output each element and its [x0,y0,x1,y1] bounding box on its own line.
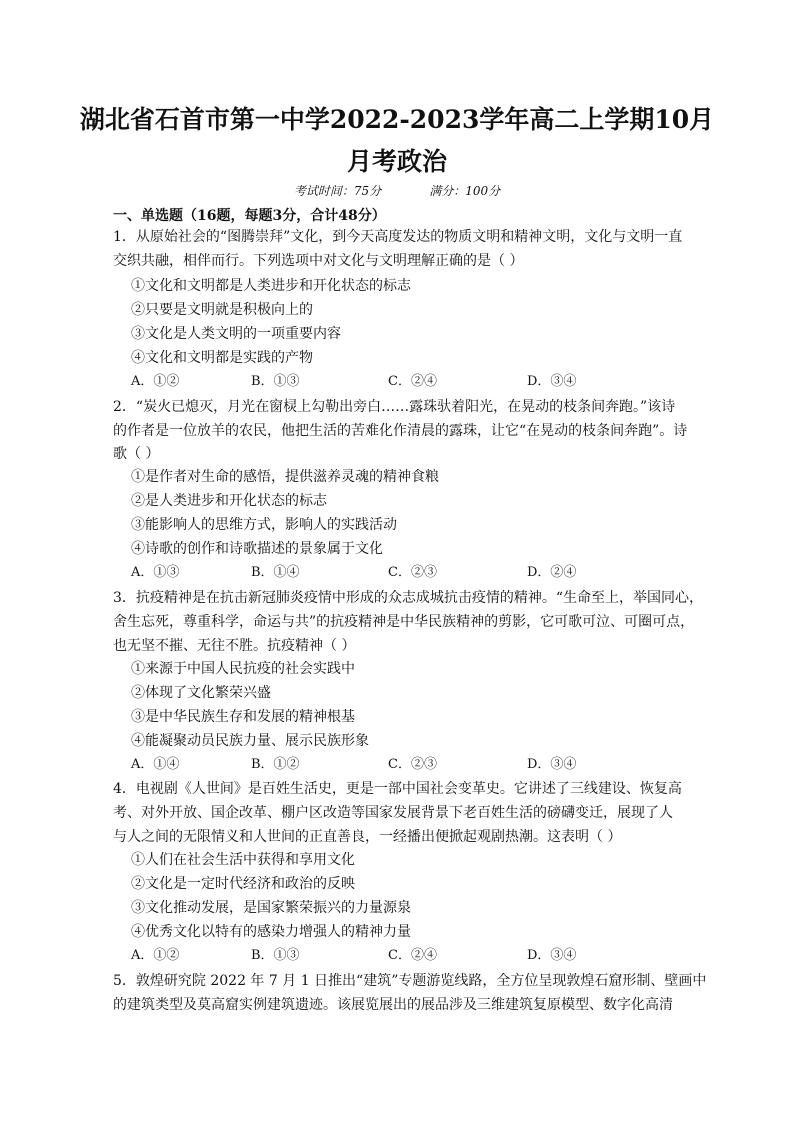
question-3-choice-c: C．②③ [388,757,437,772]
question-1-option-1: ①文化和文明都是人类进步和开化状态的标志 [131,278,411,294]
question-3-option-2: ②体现了文化繁荣兴盛 [131,685,271,701]
question-3-choice-a: A．①④ [131,757,180,772]
question-1-option-2: ②只要是文明就是积极向上的 [131,302,313,318]
question-5-stem-line-1: 5．敦煌研究院 2022 年 7 月 1 日推出“建筑”专题游览线路，全方位呈现敦煌石窟形制、壁画中 [113,973,707,989]
question-1-choice-b: B．①③ [251,374,300,389]
exam-full-score: 满分：100分 [429,184,501,198]
exam-time: 考试时间：75分 [293,184,382,198]
question-4-choice-b: B．①③ [251,948,300,963]
question-4-choice-d: D．③④ [527,948,577,963]
question-1-choice-d: D．③④ [527,374,577,389]
question-4-option-1: ①人们在社会生活中获得和享用文化 [131,852,355,868]
question-2-option-1: ①是作者对生命的感悟，提供滋养灵魂的精神食粮 [131,469,439,485]
question-2-option-3: ③能影响人的思维方式，影响人的实践活动 [131,517,397,533]
question-3-stem-line-2: 舍生忘死，尊重科学，命运与共”的抗疫精神是中华民族精神的剪影，它可歌可泣、可圈可点， [113,614,695,630]
question-1-stem-line-1: 1．从原始社会的“图腾崇拜”文化，到今天高度发达的物质文明和精神文明，文化与文明一直 [113,229,683,245]
question-2-option-2: ②是人类进步和开化状态的标志 [131,493,327,509]
question-4-choice-c: C．②④ [388,948,437,963]
exam-title-line-2: 月考政治 [346,147,447,176]
question-2-stem-line-2: 的作者是一位放羊的农民，他把生活的苦难化作清晨的露珠，让它“在晃动的枝条间奔跑”。诗 [113,423,688,439]
question-4-stem-line-1: 4．电视剧《人世间》是百姓生活史，更是一部中国社会变革史。它讲述了三线建设、恢复高 [113,781,682,797]
question-3-stem-line-3: 也无坚不摧、无往不胜。抗疫精神（ ） [113,638,356,654]
question-4-choice-a: A．①② [131,948,180,963]
question-1-choice-a: A．①② [131,374,180,389]
question-4-option-3: ③文化推动发展，是国家繁荣振兴的力量源泉 [131,900,411,916]
question-3-choice-b: B．①② [251,757,300,772]
section-heading: 一、单选题（16题，每题3分，合计48分） [113,208,386,224]
question-2-stem-line-1: 2．“炭火已熄灭，月光在窗棂上勾勒出旁白……露珠驮着阳光，在晃动的枝条间奔跑。”该诗 [113,399,676,415]
question-2-choice-a: A．①③ [131,565,180,580]
question-1-stem-line-2: 交织共融，相伴而行。下列选项中对文化与文明理解正确的是（ ） [113,253,524,269]
question-2-choice-d: D．②④ [527,565,577,580]
question-5-stem-line-2: 的建筑类型及莫高窟实例建筑遗迹。该展览展出的展品涉及三维建筑复原模型、数字化高清 [113,997,673,1013]
question-2-choice-c: C．②③ [388,565,437,580]
exam-title-line-1: 湖北省石首市第一中学2022-2023学年高二上学期10月 [79,105,715,134]
question-4-stem-line-2: 考、对外开放、国企改革、棚户区改造等国家发展背景下老百姓生活的磅礴变迁，展现了人 [113,805,673,821]
question-2-option-4: ④诗歌的创作和诗歌描述的景象属于文化 [131,541,383,557]
question-2-stem-line-3: 歌（ ） [113,446,160,462]
question-1-option-4: ④文化和文明都是实践的产物 [131,350,313,366]
question-3-option-4: ④能凝聚动员民族力量、展示民族形象 [131,733,369,749]
exam-meta [0,182,794,199]
question-1-choice-c: C．②④ [388,374,437,389]
question-3-option-3: ③是中华民族生存和发展的精神根基 [131,709,355,725]
question-3-option-1: ①来源于中国人民抗疫的社会实践中 [131,661,355,677]
question-4-option-4: ④优秀文化以特有的感染力增强人的精神力量 [131,924,411,940]
question-3-choice-d: D．③④ [527,757,577,772]
question-2-choice-b: B．①④ [251,565,300,580]
question-4-stem-line-3: 与人之间的无限情义和人世间的正直善良，一经播出便掀起观剧热潮。这表明（ ） [113,829,622,845]
question-4-option-2: ②文化是一定时代经济和政治的反映 [131,876,355,892]
question-3-stem-line-1: 3．抗疫精神是在抗击新冠肺炎疫情中形成的众志成城抗击疫情的精神。“生命至上，举国同心， [113,590,704,606]
question-1-option-3: ③文化是人类文明的一项重要内容 [131,326,341,342]
